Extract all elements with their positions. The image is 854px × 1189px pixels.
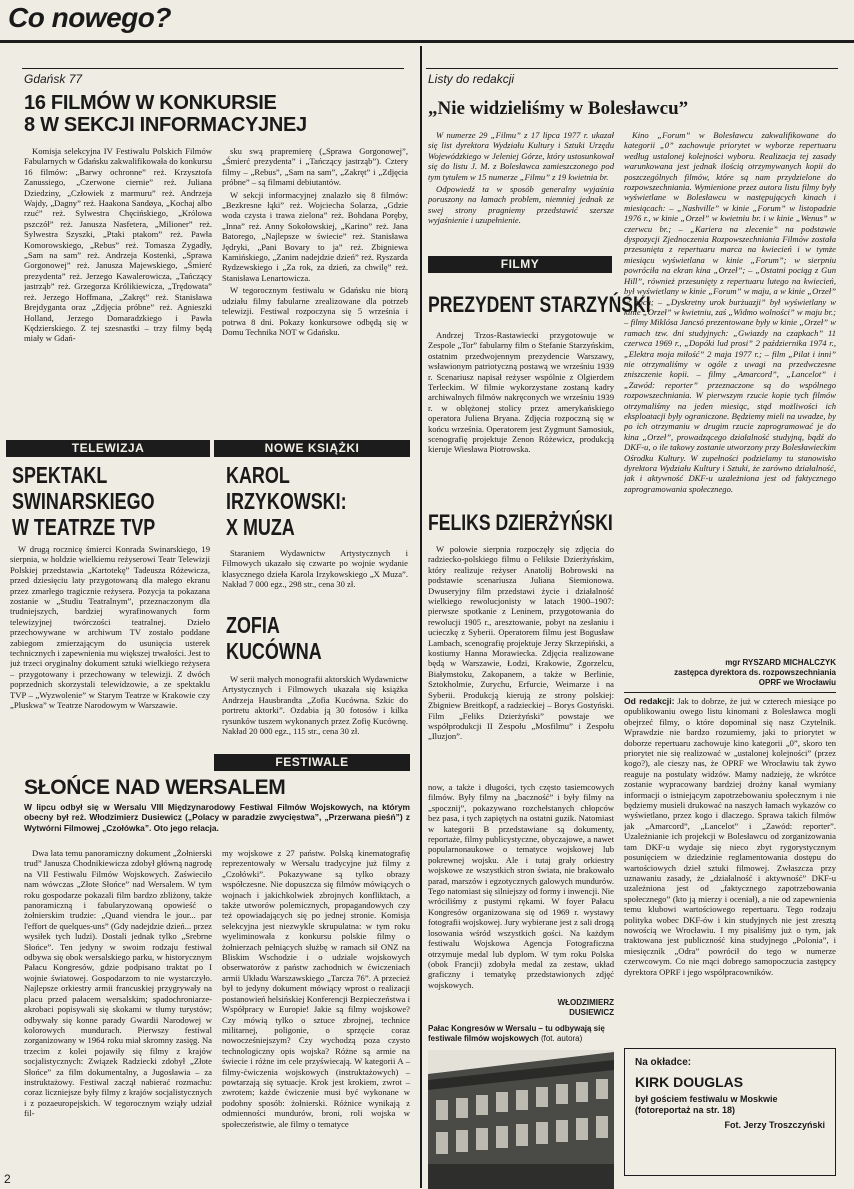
column-divider <box>420 46 422 1188</box>
letters-title: „Nie widzieliśmy w Bolesławcu” <box>428 98 689 119</box>
letters-text-col2: Kino „Forum” w Bolesławcu zakwalifikowane do kategorii „0” zachowuje priorytet w wyborze repertuaru według ustalonej kolejności wyboru. Realizacja tej zasady warunkowana jest jednak ilością otrzymywanych kopii do poszczególnych filmów, które są nam przydzielone do rozpowszechniania. Wymienione przez autora listu filmy były wyświetlane w Bolesławcu w następujących kinach i miesiącach: – „Nashville” w kinie „Forum” w listopadzie 1976 r., w kinie „Orzeł” w kwietniu br. i w kinie „Wenus” w czerwcu br.; – „Kariera na zlecenie” na podstawie dyspozycji Zjednoczenia Rozpowszechniania Filmów została przesunięta z repertuaru marca na kwiecień i w tymże miesiącu wyświetlana w kinie „Forum”; w sierpniu powróciła na ekran kina „Orzeł”; – „Ostatni pociąg z Gun Hill”, również przesunięty z repertuaru lutego na kwiecień, był wyświetlany w kinie „Forum” w maju, a w kinie „Orzeł” w lipcu; – „Dyskretny urok burżuazji” był wyświetlany w kinie „Orzeł” w kwietniu, zaś „Widmo wolności” w maju br.; – filmy Miklósa Jancsó prezentowane były w kinie „Orzeł” w ramach tzw. dni studyjnych: „Gwiazdy na czapkach” 11 czerwca 1969 r., „Dopóki lud prosi” 2 października 1974 r., „Elektra moja miłość” 2 maja 1977 r.; – film „Pilat i inni” nie otrzymaliśmy w ogóle z uwagi na przedwczesne zniszczenie kopii. – filmy „Amarcord”, „Lancelot” i „Zawód: reporter” przeznaczone są do wspólnego rozpowszechniania. W pierwszym rzucie kopie tych filmów otrzymaliśmy na jeden miesiąc, stąd możliwości ich eksploatacji były ograniczone. Będziemy mieli na uwadze, by po ich otrzymaniu w drugim rzucie zaprogramować je do kina „Orzeł”, prowadzącego działalność studyjną, bądź do DKF-u, o ile takowy zostanie utworzony przy Bolesławieckim Ośrodku Kultury. W zupełności podzielamy tu stanowisko dyrektora Wydziału Kultury i Sztuki, że zarówno działalność, jak i aktywność DKF-u uzależniona jest od faktycznego zaprogramowania społecznego. <box>624 130 836 494</box>
books-title2: ZOFIA KUCÓWNA <box>226 612 322 664</box>
books-text1: Staraniem Wydawnictw Artystycznych i Filmowych ukazało się czwarte po wojnie wydanie klasycznego dzieła Karola Irzykowskiego „X Muza”. Nakład 7 000 egz., 298 str., cena 30 zł. <box>222 548 408 590</box>
letters-signature: mgr RYSZARD MICHALCZYK zastępca dyrektora ds. rozpowszechniania OPRF we Wrocławiu <box>674 658 836 687</box>
letters-kicker: Listy do redakcji <box>428 72 515 86</box>
gdansk-kicker: Gdańsk 77 <box>24 72 83 86</box>
page-header: Co nowego? <box>8 2 171 33</box>
festival-text-col3: now, a także i długości, tych często tasiemcowych filmów. Były filmy na „baczność” i były filmy na „spocznij”, pokazywano rozchełstanych chłopców bez pasa, i tych zapiętych na ostatni guzik. Natomiast w kategorii B przedstawiane są dokumenty, reportaże, filmy publicystyczne, obyczajowe, a nawet popularnonaukowe o tematyce wojskowej lub pokrewnej wojsku. Ale i tutaj grały orkiestry wojskowe ze wszystkich stron świata, nie brakowało parad, marszów i egzotycznych galowych mundurów. Tego natomiast się silniejszy od formy i inwencji. Nie wróciliśmy z pustymi rękami. W foyer Pałacu Kongresów organizowana się od 1969 r. wystawy fotografii wojskowej. Jury wybierane jest z sali drogą losowania wśród wszystkich gości. Na każdym festiwalu Wojskowa Agencja Fotograficzna otrzymuje medal lub dyplom. W tym roku Polska (obok Francji) zdobyła medal za zestaw, układ graficzny i tematykę przedstawionych zdjęć wojskowych. <box>428 782 614 990</box>
gdansk-title-line1: 16 FILMÓW W KONKURSIE <box>24 92 277 114</box>
palace-photo <box>428 1050 614 1189</box>
films-title1: PREZYDENT STARZYŃSKI <box>428 292 651 317</box>
page-number: 2 <box>4 1172 11 1186</box>
books-title: KAROL IRZYKOWSKI: X MUZA <box>226 462 347 540</box>
gdansk-title-line2: 8 W SEKCJI INFORMACYJNEJ <box>24 114 307 136</box>
letters-intro: W numerze 29 „Filmu” z 17 lipca 1977 r. ukazał się list dyrektora Wydziału Kultury i Sztuki Urzędu Wojewódzkiego w Jeleniej Górze, który ustosunkował się do listu J. M. z Bolesławca zamieszczonego pod tym tytułem w 15 numerze „Filmu” z 19 kwietnia br. Odpowiedź ta w sposób generalny wyjaśnia poruszony na łamach problem, niemniej jednak ze swej strony pragniemy przedstawić szersze wyjaśnienie i uzupełnienie. <box>428 130 614 226</box>
festival-signature: WŁODZIMIERZ DUSIEWICZ <box>557 998 614 1017</box>
photo-caption: Pałac Kongresów w Wersalu – tu odbywają się festiwale filmów wojskowych (fot. autora) <box>428 1024 605 1043</box>
cover-label: Na okładce: <box>635 1057 692 1068</box>
festival-section-bar: FESTIWALE <box>214 754 410 771</box>
books-section-bar: NOWE KSIĄŻKI <box>214 440 410 457</box>
letters-reply: Od redakcji: Jak to dobrze, że już w czterech miesiące po opublikowaniu owego listu kinomani z Bolesławca mogli obejrzeć filmy, o które dopominał się nasz Czytelnik. Wprawdzie nie bardzo rozumiemy, jaki to priorytet w doborze repertuaru zachowuje kino kategorii „0”, skoro ten priorytet nie się realizować w „ustalonej kolejności” (przez kogo?), ale cieszy nas, że OPRF we Wrocławiu tak żywo reaguje na postulaty widzów. Mamy nadzieję, że wkrótce zostanie wypracowany bardziej drożny kanał wymiany informacji o istniejącym zapotrzebowaniu społecznym i nie będziemy musieli drukować na naszych łamach wykazów co wyświetlano, przez kogo i dlaczego. Sprawa takich filmów jak „Amarcord”, „Lancelot” i „Zawód: reporter”. Uzależnianie ich projekcji w Bolesławcu od zorganizowania tam DKF-u wydaje się nieco zbyt rygorystycznym posunięciem w dziedzinie reglamentowania dostępu do wartościowych dzieł sztuki filmowej. Zwłaszcza przy uznawaniu zasady, że „działalność i aktywność” DKF-u uzależniona jest od „faktycznego zapotrzebowania społecznego” (kto ją mierzy i oceniał), a nie od zapewnienia temu klubowi wartościowego repertuaru. Tego rodzaju polityka wobec DKF-ów i kin studyjnych nie jest zresztą nowością we Wrocławiu. I my pisaliśmy już o tym, jak traktowana jest publiczność kina studyjnego „Polonia”, i miesięcznik „Odra” powrócił do tego w numerze czerwcowym. Co nie mąci dobrego samopoczucia zastępcy dyrektora OPRF i jego współpracowników. <box>624 696 836 977</box>
cover-text: był gościem festiwalu w Moskwie (fotoreportaż na str. 18) <box>635 1094 778 1115</box>
films-text2: W połowie sierpnia rozpoczęły się zdjęcia do radziecko-polskiego filmu o Feliksie Dzierżyńskim, który realizuje reżyser Anatolij Bobrowski na podstawie scenariusza Juliana Siemionowa. Dwuseryjny film przedstawi życie i działalność wielkiego rewolucjonisty w latach 1900–1907: pierwsze spotkanie z Leninem, przygotowania do rewolucji 1905 r., aresztowanie, pobyt na zesłaniu i ucieczkę z Syberii. Operatorem filmu jest Bogusław Lambach, scenografię projektuje Jerzy Skrzepiński, a kostiumy Hanna Morawiecka. Zdjęcia realizowane będą w Warszawie, Łodzi, Krakowie, Zgorzelcu, Białymstoku, Zakopanem, a także w Berlinie, Sztokholmie, Zurychu, Erfurcie, Weimarze i na Syberii. Produkcją kierują ze strony polskiej: Zbigniew Breitkopf, a radzieckiej – Borys Gostyński. Film „Feliks Dzierżyński” powstaje we współprodukcji II Zespołu „Mosfilmu” i Zespołu „Iluzjon”. <box>428 544 614 742</box>
festival-lead: W lipcu odbył się w Wersalu VIII Międzynarodowy Festiwal Filmów Wojskowych, na którym obecny był reż. Włodzimierz Dusiewicz („Polacy w paradzie zwycięstwa”, „Przerwana pieśń”) z Wytwórni Filmowej „Czołówka”. Oto jego relacja. <box>24 802 410 833</box>
films-section-bar: FILMY <box>428 256 612 273</box>
festival-text-col1: Dwa lata temu panoramiczny dokument „Żołnierski trud” Janusza Chodnikiewicza zdobył główną nagrodę na VII Festiwalu Filmów Wojskowych. Zaświeciło nam wówczas „Złote Słońce” nad Wersalem. W tym roku gospodarze pokazali film bardzo zbliżony, także panoramiczną i fabularyzowaną opowieść o żołnierskim trudzie: „Quand viendra le jour... par l'effort de quelques-uns” (Gdy nadejdzie dzień... przez wysiłek tych ludzi). Dostali jednak tylko „Srebrne Słońce”. Ten jedyny w swoim rodzaju festiwal odbywa się obok wersalskiego parku, w historycznym Pałacu Kongresów, gdzie podpisano traktat po I wojnie światowej. Gospodarzom to nie wystarczyło. Najlepsze orkiestry armii francuskiej przygrywały na placu przed pałacem wersalskim; spadochroniarze-akrobaci popisywali się skokami w tłumy turystów; odbywały się konne parady Gwardii Narodowej w kolorowych mundurach. Pierwszy festiwal zorganizowany w 1964 roku miał skromny zasięg. Na trzecim z kolei pojawiły się filmy z krajów socjalistycznych: Związek Radziecki zdobył „Złote Słońce” za film dokumentalny, a Jugosławia – za instruktażowy. Festiwal zaczął nabierać rozmachu: coraz liczniejsze były filmy z krajów socjalistycznych i z pozaeuropejskich. W tegorocznym wziąły udział fil- <box>24 848 212 1119</box>
header-rule <box>0 40 854 43</box>
tv-text: W drugą rocznicę śmierci Konrada Swinarskiego, 19 sierpnia, w holdzie wielkiemu reżyserowi Teatr Telewizji Polskiej przedstawia „Kartotekę” Tadeusza Różewicza, przed dziesięciu laty przygotowaną dla małego ekranu przez zmarłego tragicznie reżysera. Pozycja ta pokazana zostanie w „Studiu Teatralnym”, przeznaczonym dla trudniejszych, bardziej wyrafinowanych form telewizyjnej twórczości teatralnej. Dzieło przechowywane w archiwum TV zostało poddane zabiegom zmierzającym do usunięcia usterek technicznych i zapewnienia mu większej trwałości. Jest to już trzeci oryginalny dokument sztuki wielkiego reżysera – przygotowany i przechowany w telewizji. Z dwóch poprzednich skorzystali telewidzowie, a ze spektaklu TVP – „Wyzwolenie” w Starym Teatrze w Krakowie czy „Pluskwa” w Teatrze Narodowym w Warszawie. <box>10 544 210 711</box>
tv-title: SPEKTAKL SWINARSKIEGO W TEATRZE TVP <box>12 462 156 540</box>
cover-box <box>624 1048 836 1176</box>
cover-name: KIRK DOUGLAS <box>635 1074 744 1090</box>
books-text2: W serii małych monografii aktorskich Wydawnictw Artystycznych i Filmowych ukazała się książka Andrzeja Hausbrandta „Zofia Kucówna. Szkic do portretu aktorki”. Ozdabia ją 30 fotosów i kilka rysunków tuszem wykonanych przez Zofię Kucównę. Nakład 20 000 egz., 115 str., cena 30 zł. <box>222 674 408 737</box>
festival-text-col2: my wojskowe z 27 państw. Polską kinematografię reprezentowały w Wersalu tradycyjne już filmy z „Czołówki”. Pokazywane są tylko obrazy współczesne. Nie dopuszcza się filmów mówiących o wojnach i jakichkolwiek zbrojnych konfliktach, a także utworów polemicznych, propagandowych czy też opowiadających się po jednej stronie. Komisja selekcyjna jest niezwykle skrupulatna: w tym roku wyeliminowała z konkursu polskie filmy o żołnierzach pełniących służbę w ramach sił ONZ na Bliskim Wschodzie i o udziale wojskowych obserwatorów z państw zachodnich w ćwiczeniach armii Układu Warszawskiego „Tarcza 76”. A przecież był to jedyny dokument mówiący wprost o realizacji postanowień helsińskiej Konferencji Bezpieczeństwa i Współpracy w Europie! Jakie są filmy wojskowe? Czy mówią tylko o sztuce zbrojnej, technice militarnej, poligonie, o sprzęcie coraz nowocześniejszym? Czy wychodzą poza czysto technologiczny opis wojska? Różne są armie na świecie i różne im cele przyświecają. W kategorii A – filmy-ćwiczenia wojskowych (instruktażowych) – powtarzają się sytuacje. Krok jest krokiem, zwrot – zwrotem; każde ćwiczenie musi być wykonane w podobny sposób: żołnierski. Różnice wynikają z odmienności mundurów, broni, roli wojska w społeczeństwie, ale filmy o tematyce <box>222 848 410 1129</box>
films-text1: Andrzej Trzos-Rastawiecki przygotowuje w Zespole „Tor” fabularny film o Stefanie Starzyńskim, ostatnim przedwojennym prezydencie Warszawy, wsławionym patriotyczną postawą we wrześniu 1939 r. Scenariusz napisał reżyser wspólnie z Olgierdem Terleckim. W filmie wykorzystane zostaną kadry archiwalnych filmów nakręconych we wrześniu 1939 r. w oblężonej stolicy przez amerykańskiego operatora Juliena Bryana. Zdjęcia rozpoczną się w końcu września. Operatorem jest Zygmunt Samosiuk, scenografię projektuje Zenon Różewicz, produkcją kieruje Wiesława Piotrowska. <box>428 330 614 455</box>
palace-building-illustration <box>428 1050 614 1189</box>
films-title2: FELIKS DZIERŻYŃSKI <box>428 510 613 535</box>
gdansk-text-col2: sku swą prapremierę („Sprawa Gorgonowej”, „Śmierć prezydenta” i „Tańczący jastrząb”). Cztery filmy – „Rebus”, „Sam na sam”, „Zakręt” i „Zdjęcia próbne” – są filmami debiutantów. W sekcji informacyjnej znalazło się 8 filmów: „Bezkresne łąki” reż. Wojciecha Solarza, „Gdzie woda czysta i trawa zielona” reż. Bohdana Poręby, „Inna” reż. Anny Sokołowskiej, „Karino” reż. Jana Batorego, „Najlepsze w świecie” reż. Stanisława Jędryki, „Pani Bovary to ja” reż. Zbigniewa Kamińskiego, „Zanim nadejdzie dzień” reż. Ryszarda Rydzewskiego i „Za rok, za dzień, za chwilę” reż. Stanisława Lenartowicza. W tegorocznym festiwalu w Gdańsku nie biorą udziału filmy fabularne zrealizowane dla potrzeb telewizji. Festiwal rozpoczyna się 5 września i potrwa 8 dni. Pokazy konkursowe odbędą się w Domu Technika NOT w Gdańsku. <box>222 146 408 337</box>
festival-title: SŁOŃCE NAD WERSALEM <box>24 776 286 799</box>
tv-section-bar: TELEWIZJA <box>6 440 210 457</box>
cover-credit: Fot. Jerzy Troszczyński <box>724 1120 825 1130</box>
gdansk-text-col1: Komisja selekcyjna IV Festiwalu Polskich Filmów Fabularnych w Gdańsku zakwalifikowała do konkursu 16 filmów: „Barwy ochronne” reż. Krzysztofa Zanussiego, „Czerwone ciernie” reż. Juliana Dziedziny, „Człowiek z marmuru” reż. Andrzeja Wajdy, „Dagny” reż. Haakona Sandøya, „Kochaj albo rzuć” reż. Sylwestra Chęcińskiego, „Królowa pszczół” reż. Janusza Nasfetera, „Milioner” reż. Sylwestra Szyszki, „Ptaki ptakom” reż. Pawła Komorowskiego, „Rebus” reż. Tomasza Zygadły, „Sam na sam” reż. Andrzeja Kostenki, „Sprawa Gorgonowej” reż. Janusza Majewskiego, „Śmierć prezydenta” reż. Jerzego Kawalerowicza, „Tańczący jastrząb” reż. Grzegorza Królikiewicza, „Trędowata” reż. Jerzego Hoffmana, „Zakręt” reż. Stanisława Brejdyganta oraz „Zdjęcia próbne” reż. Agnieszki Holland, Jerzego Domaradzkiego i Pawła Kędzierskiego. Z tej szesnastki – trzy filmy będą miały w Gdań- <box>24 146 212 344</box>
